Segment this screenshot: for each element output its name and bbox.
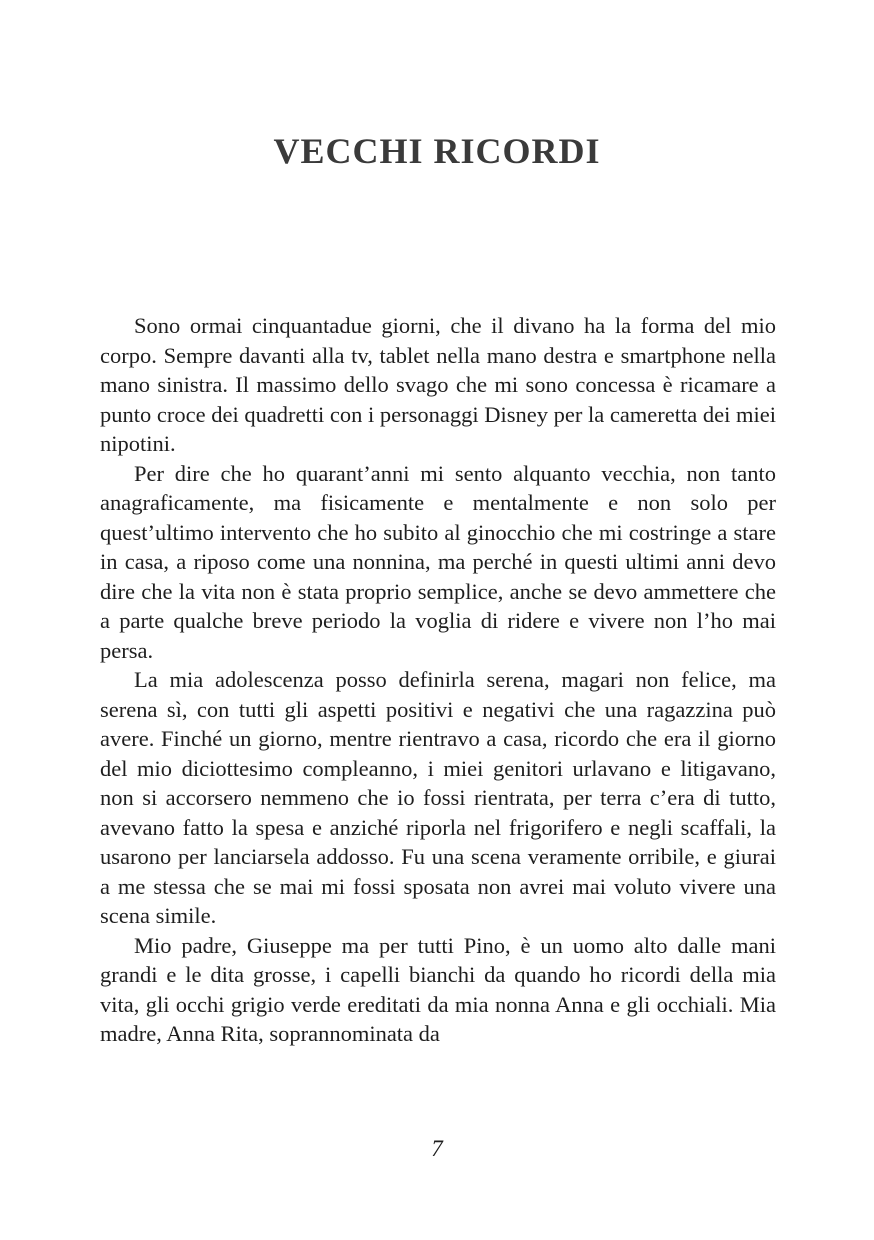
body-paragraph: Mio padre, Giuseppe ma per tutti Pino, è un uomo alto dalle mani grandi e le dita grosse, i capelli bianchi da quando ho ricordi della mia vita, gli occhi grigio verde ereditati da mia nonna Anna e gli occhiali. Mia madre, Anna Rita, soprannominata da — [100, 932, 776, 1046]
body-paragraph: La mia adolescenza posso definirla serena, magari non felice, ma serena sì, con tutti gli aspetti positivi e negativi che una ragazzina può avere. Finché un giorno, mentre rientravo a casa, ricordo che era il giorno del mio diciottesimo compleanno, i miei genitori urlavano e litigavano, non si accorsero nemmeno che io fossi rientrata, per terra c’era di tutto, avevano fatto la spesa e anziché riporla nel frigorifero e negli scaffali, la usarono per lanciarsela addosso. Fu una scena veramente orribile, e giurai a me stessa che se mai mi fossi sposata non avrei mai voluto vivere una scena simile. — [100, 667, 776, 928]
page-number: 7 — [431, 1136, 443, 1161]
body-paragraph: Per dire che ho quarant’anni mi sento alquanto vecchia, non tanto anagraficamente, ma fisicamente e mentalmente e non solo per quest’ultimo intervento che ho subito al ginocchio che mi costringe a stare in casa, a riposo come una nonnina, ma perché in questi ultimi anni devo dire che la vita non è stata proprio semplice, anche se devo ammettere che a parte qualche breve periodo la voglia di ridere e vivere non l’ho mai persa. — [100, 460, 776, 663]
chapter-title: VECCHI RICORDI — [273, 131, 601, 171]
body-paragraph: Sono ormai cinquantadue giorni, che il divano ha la forma del mio corpo. Sempre davanti alla tv, tablet nella mano destra e smartphone nella mano sinistra. Il massimo dello svago che mi sono concessa è ricamare a punto croce dei quadretti con i personaggi Disney per la cameretta dei miei nipotini. — [100, 313, 776, 456]
body-text — [100, 311, 776, 1049]
